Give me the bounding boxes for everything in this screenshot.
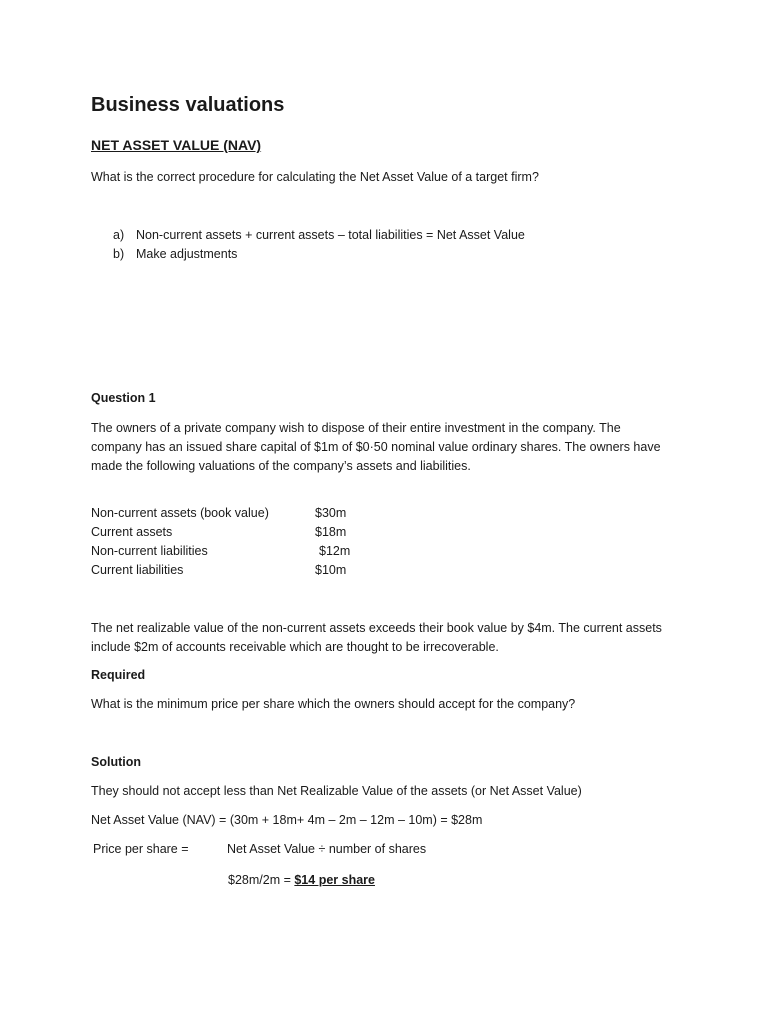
valuation-value: $12m [319, 544, 351, 558]
valuation-label: Non-current assets (book value) [91, 506, 269, 520]
required-question: What is the minimum price per share which the owners should accept for the company? [91, 697, 576, 711]
valuation-label: Non-current liabilities [91, 544, 208, 558]
question-heading: Question 1 [91, 391, 156, 405]
price-calc-text: $28m/2m = [228, 873, 295, 887]
required-heading: Required [91, 668, 146, 682]
table-row [91, 523, 391, 542]
price-per-share-label: Price per share = [93, 842, 189, 856]
valuation-value: $10m [315, 563, 347, 577]
paragraph-line: The net realizable value of the non-current assets exceeds their book value by $4m. The current assets [91, 621, 662, 635]
table-row [91, 561, 391, 580]
nav-calculation: Net Asset Value (NAV) = (30m + 18m+ 4m – 2m – 12m – 10m) = $28m [91, 813, 483, 827]
price-calculation [228, 871, 375, 890]
list-marker: a) [113, 228, 125, 242]
valuation-label: Current liabilities [91, 563, 184, 577]
paragraph-line: include $2m of accounts receivable which are thought to be irrecoverable. [91, 640, 499, 654]
paragraph-line: company has an issued share capital of $1m of $0·50 nominal value ordinary shares. The owners have [91, 440, 661, 454]
paragraph-line: The owners of a private company wish to dispose of their entire investment in the company. The [91, 421, 621, 435]
valuation-label: Current assets [91, 525, 173, 539]
page-title: Business valuations [91, 94, 285, 116]
paragraph-line: made the following valuations of the company’s assets and liabilities. [91, 459, 471, 473]
intro-question: What is the correct procedure for calculating the Net Asset Value of a target firm? [91, 170, 539, 184]
list-item-text: Non-current assets + current assets – total liabilities = Net Asset Value [136, 228, 525, 242]
table-row [91, 504, 391, 523]
table-row [91, 542, 391, 561]
list-item-text: Make adjustments [136, 247, 238, 261]
valuation-value: $18m [315, 525, 347, 539]
solution-heading: Solution [91, 755, 141, 769]
list-marker: b) [113, 247, 125, 261]
valuation-value: $30m [315, 506, 347, 520]
price-formula: Net Asset Value ÷ number of shares [227, 842, 427, 856]
solution-line: They should not accept less than Net Realizable Value of the assets (or Net Asset Value) [91, 784, 582, 798]
section-heading: NET ASSET VALUE (NAV) [91, 137, 262, 153]
price-result: $14 per share [294, 873, 375, 887]
